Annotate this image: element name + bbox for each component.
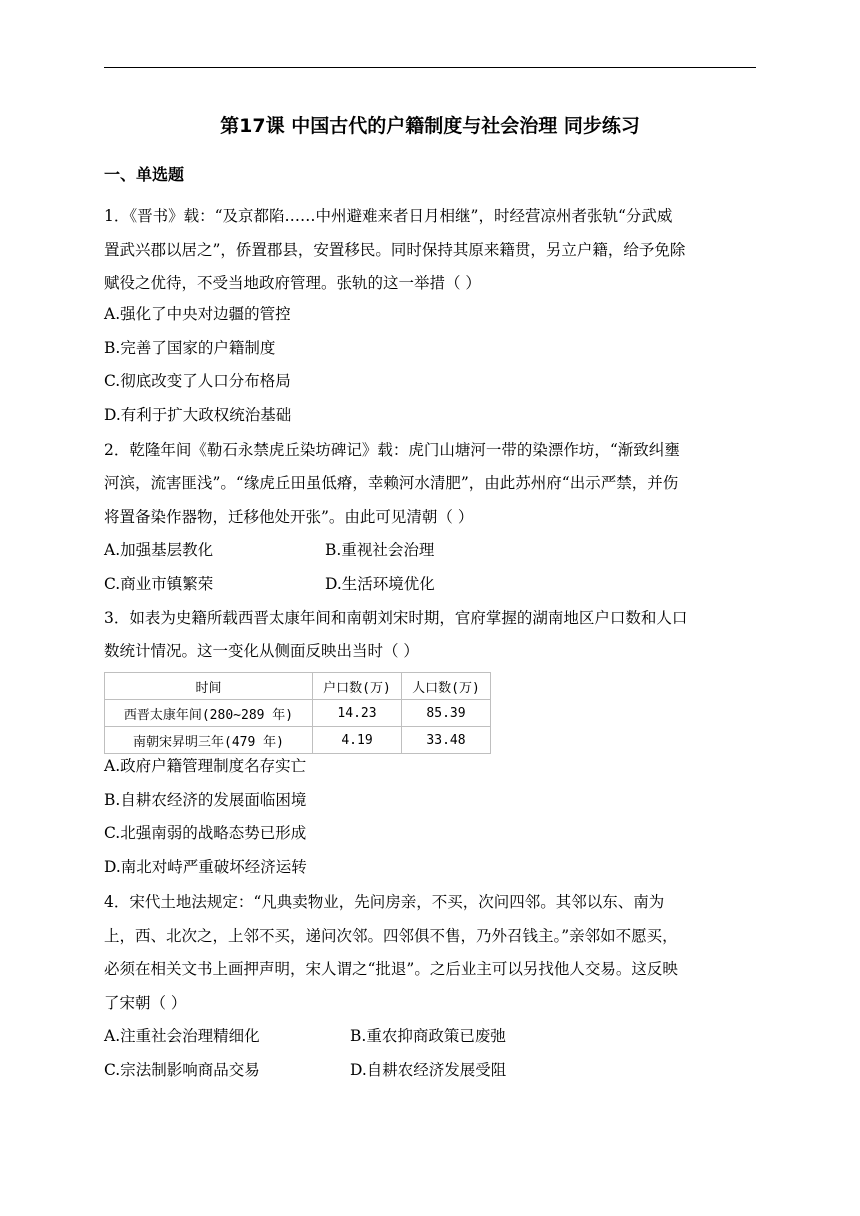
table-cell: 33.48 xyxy=(402,727,491,754)
q3-option-c[interactable]: C.北强南弱的战略态势已形成 xyxy=(104,824,307,842)
q1-line-2: 置武兴郡以居之”，侨置郡县，安置移民。同时保持其原来籍贯，另立户籍，给予免除 xyxy=(104,241,686,259)
header-rule xyxy=(104,67,756,68)
q4-line-3: 必须在相关文书上画押声明，宋人谓之“批退”。之后业主可以另找他人交易。这反映 xyxy=(104,960,678,978)
table-cell: 西晋太康年间(280~289 年) xyxy=(105,700,313,727)
table-header-cell: 人口数(万) xyxy=(402,673,491,700)
population-table xyxy=(104,672,491,754)
q2-option-d[interactable]: D.生活环境优化 xyxy=(325,575,435,593)
table-header-cell: 户口数(万) xyxy=(313,673,402,700)
q2-line-3: 将置备染作器物，迁移他处开张”。由此可见清朝（ ） xyxy=(104,508,474,526)
q2-line-1: 2．乾隆年间《勒石永禁虎丘染坊碑记》载：虎门山塘河一带的染漂作坊，“渐致纠壅 xyxy=(104,441,680,459)
q4-option-c[interactable]: C.宗法制影响商品交易 xyxy=(104,1061,260,1079)
table-row xyxy=(105,700,491,727)
q1-line-1: 1．《晋书》载：“及京都陷……中州避难来者日月相继”，时经营凉州者张轨“分武威 xyxy=(104,207,673,225)
table-cell: 南朝宋昇明三年(479 年) xyxy=(105,727,313,754)
q3-option-a[interactable]: A.政府户籍管理制度名存实亡 xyxy=(104,757,307,775)
q1-option-a[interactable]: A.强化了中央对边疆的管控 xyxy=(104,305,291,323)
section-heading: 一、单选题 xyxy=(104,165,185,184)
q1-option-d[interactable]: D.有利于扩大政权统治基础 xyxy=(104,406,292,424)
q2-option-c[interactable]: C.商业市镇繁荣 xyxy=(104,575,214,593)
q1-option-b[interactable]: B.完善了国家的户籍制度 xyxy=(104,339,276,357)
q4-line-1: 4．宋代土地法规定：“凡典卖物业，先问房亲，不买，次问四邻。其邻以东、南为 xyxy=(104,893,665,911)
q3-option-d[interactable]: D.南北对峙严重破坏经济运转 xyxy=(104,858,307,876)
q2-line-2: 河滨，流害匪浅”。“缘虎丘田虽低瘠，幸赖河水清肥”，由此苏州府“出示严禁，并伤 xyxy=(104,474,679,492)
q4-option-b[interactable]: B.重农抑商政策已废弛 xyxy=(350,1027,506,1045)
page-title: 第17课 中国古代的户籍制度与社会治理 同步练习 xyxy=(220,115,640,137)
q3-line-1: 3．如表为史籍所载西晋太康年间和南朝刘宋时期，官府掌握的湖南地区户口数和人口 xyxy=(104,609,688,627)
table-header-row xyxy=(105,673,491,700)
q4-line-2: 上，西、北次之，上邻不买，递问次邻。四邻俱不售，乃外召钱主。”亲邻如不愿买， xyxy=(104,927,678,945)
q4-option-a[interactable]: A.注重社会治理精细化 xyxy=(104,1027,260,1045)
table-row xyxy=(105,727,491,754)
q1-option-c[interactable]: C.彻底改变了人口分布格局 xyxy=(104,372,291,390)
q3-line-2: 数统计情况。这一变化从侧面反映出当时（ ） xyxy=(104,642,419,660)
table-header-cell: 时间 xyxy=(105,673,313,700)
q4-line-4: 了宋朝（ ） xyxy=(104,994,187,1012)
table-cell: 85.39 xyxy=(402,700,491,727)
q1-line-3: 赋役之优待，不受当地政府管理。张轨的这一举措（ ） xyxy=(104,274,481,292)
q4-option-d[interactable]: D.自耕农经济发展受阻 xyxy=(350,1061,507,1079)
q3-option-b[interactable]: B.自耕农经济的发展面临困境 xyxy=(104,791,307,809)
q2-option-a[interactable]: A.加强基层教化 xyxy=(104,541,214,559)
table-cell: 4.19 xyxy=(313,727,402,754)
q2-option-b[interactable]: B.重视社会治理 xyxy=(325,541,435,559)
table-cell: 14.23 xyxy=(313,700,402,727)
